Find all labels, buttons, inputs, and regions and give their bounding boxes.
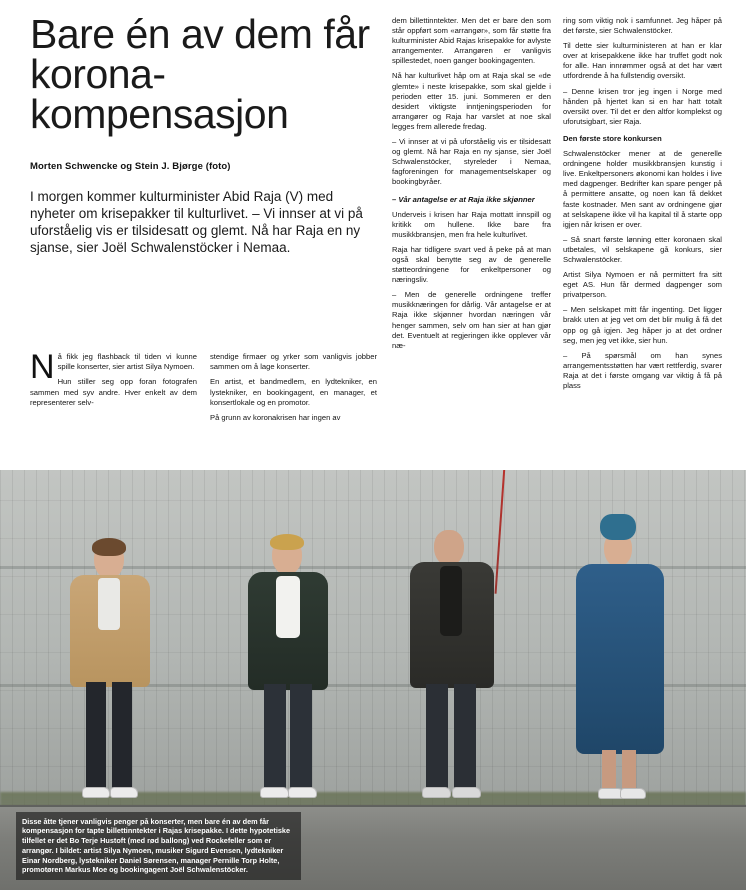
person-silhouette (52, 542, 172, 842)
paragraph: dem billettinntekter. Men det er bare den som står oppført som «arrangør», som får støtte fra kulturminister Abid Rajas krisepakke for avlyste arrangementer. Arrangøren er vanligvis spillestedet, noen ganger bookingagenten. (392, 16, 551, 66)
standfirst: I morgen kommer kulturminister Abid Raja (V) med nyheter om krisepakker til kulturlivet. – Vi innser at vi på uforståelig vis er tilsidesatt og glemt. Nå har Raja en ny sjanse, sier Joël Schwalenstöcker i Nemaa. (30, 188, 363, 256)
paragraph: Raja har tidligere svart ved å peke på at man også skal benytte seg av de generelle støtteordningene for enkeltpersoner og næringsliv. (392, 244, 551, 285)
intro-column-1 (30, 348, 197, 428)
intro-column-2 (210, 352, 377, 428)
paragraph: Underveis i krisen har Raja mottatt innspill og kritikk om hullene. Ikke bare fra musikkbransjen, men fra hele kulturlivet. (392, 209, 551, 239)
person-leg-left (86, 682, 106, 790)
subheading: – Vår antagelse er at Raja ikke skjønner (392, 194, 535, 204)
intro-text-5: På grunn av koronakrisen har ingen av (210, 412, 341, 422)
intro-columns (30, 348, 378, 428)
paragraph: ring som viktig nok i samfunnet. Jeg håper på det første, sier Schwalenstöcker. (563, 16, 722, 36)
page-title: Bare én av dem får korona-kompensasjon (30, 11, 370, 138)
person-silhouette (560, 542, 680, 842)
person-shoe-right (288, 787, 317, 798)
person-shirt (276, 576, 300, 638)
paragraph: Artist Silya Nymoen er nå permittert fra sitt eget AS. Hun får dermed dagpenger som privatperson. (563, 270, 722, 300)
person-leg-left (602, 750, 616, 792)
person-shirt (98, 578, 120, 630)
paragraph: Nå har kulturlivet håp om at Raja skal se «de glemte» i neste krisepakke, som skal gjelde i perioden etter 15. juni. Sommeren er den desidert viktigste inntjeningsperioden for arrangører og Raja har varslet at noe skal legges frem allerede fredag. (392, 71, 551, 131)
person-leg-right (622, 750, 636, 792)
person-hair (270, 534, 304, 550)
body-columns (392, 16, 722, 396)
person-shirt (440, 566, 462, 636)
body-column-1 (392, 16, 551, 396)
paragraph: – Denne krisen tror jeg ingen i Norge med hånden på hjertet kan si en har hatt totalt oversikt over. Til det er den altfor komplekst og uforutsigbart, sier Raja. (563, 86, 722, 126)
intro-text-1: å fikk jeg flashback til tiden vi kunne spille konserter, sier artist Silya Nymoen. (57, 352, 197, 372)
subheading: Den første store konkursen (563, 133, 662, 143)
person-shoe-right (620, 788, 646, 799)
drop-cap: N (30, 348, 55, 386)
intro-text-3: stendige firmaer og yrker som vanligvis jobber sammen om å lage konserter. (210, 352, 377, 372)
paragraph: – Men de generelle ordningene treffer musikknæringen for dårlig. Vår antagelse er at Raja ikke skjønner hvordan næringen vår henger sammen, selv om han sier at han gjør det. Eventuelt at regjeringen ikke opplever vår næ- (392, 290, 551, 350)
person-shoe-left (422, 787, 451, 798)
person-leg-left (264, 684, 286, 790)
paragraph: – Vi innser at vi på uforståelig vis er tilsidesatt og glemt. Nå har Raja en ny sjanse, sier Joël Schwalenstöcker, styreleder i Nemaa, fagforeningen for managementselskaper og bookingbyråer. (392, 137, 551, 187)
byline: Morten Schwencke og Stein J. Bjørge (foto) (30, 160, 231, 172)
person-leg-left (426, 684, 448, 790)
person-shoe-left (260, 787, 289, 798)
person-shoe-left (82, 787, 110, 798)
intro-text-2: Hun stiller seg opp foran fotografen sammen med syv andre. Hver enkelt av dem representerer selv- (30, 377, 197, 407)
paragraph: Til dette sier kulturministeren at han er klar over at krisepakkene ikke har truffet godt nok for alle. Han innrømmer også at det har vært utfordrende å ha fullstendig oversikt. (563, 41, 722, 81)
person-silhouette-balloon-holder (392, 542, 512, 842)
person-leg-right (454, 684, 476, 790)
paragraph: – Men selskapet mitt får ingenting. Det ligger brakk uten at jeg vet om det blir mulig å få det opp og gå igjen. Jeg håper jo at det ordner seg, men jeg vet ikke, sier hun. (563, 305, 722, 345)
person-head (434, 530, 464, 566)
photo-caption: Disse åtte tjener vanligvis penger på konserter, men bare én av dem får kompensasjon for tapte billettinntekter i Rajas krisepakke. I dette hypotetiske tilfellet er det Bo Terje Hustoft (med rød ballong) ved Rockefeller som er arrangør. I bildet: artist Silya Nymoen, musiker Sigurd Evensen, lydtekniker Einar Nordberg, lystekniker Daniel Sørensen, manager Pernille Torp Holte, promotøren Markus Moe og bookingagent Joël Schwalenstöcker. (16, 812, 301, 880)
person-headwrap (600, 514, 636, 540)
body-column-2 (563, 16, 722, 396)
headline-block (30, 11, 375, 257)
person-dress (576, 564, 664, 754)
person-hair (92, 538, 126, 556)
person-leg-right (290, 684, 312, 790)
paragraph: – På spørsmål om han synes arrangementsstøtten har vært rettferdig, svarer Raja at det i første omgang var viktig å få på plass (563, 350, 722, 390)
paragraph: Schwalenstöcker mener at de generelle ordningene holder musikkbransjen kunstig i live. Enkeltpersoners økonomi kan holdes i live med dagpenger. Bedrifter kan spare penger på å permittere ansatte, og noen kan få dekket faste kostnader. Men sant av ordningene gjør at selskapene ikke vil ha kapital til å starte opp igjen når krisen er over. (563, 149, 722, 229)
paragraph: – Så snart første lønning etter koronaen skal utbetales, vil selskapene gå konkurs, sier Schwalenstöcker. (563, 234, 722, 264)
intro-text-4: En artist, et bandmedlem, en lydtekniker, en lystekniker, en bookingagent, en manager, et konsertlokale og en promotor. (210, 377, 377, 407)
article-photo (0, 470, 746, 890)
person-leg-right (112, 682, 132, 790)
person-shoe-right (452, 787, 481, 798)
person-silhouette (228, 542, 348, 842)
person-shoe-right (110, 787, 138, 798)
